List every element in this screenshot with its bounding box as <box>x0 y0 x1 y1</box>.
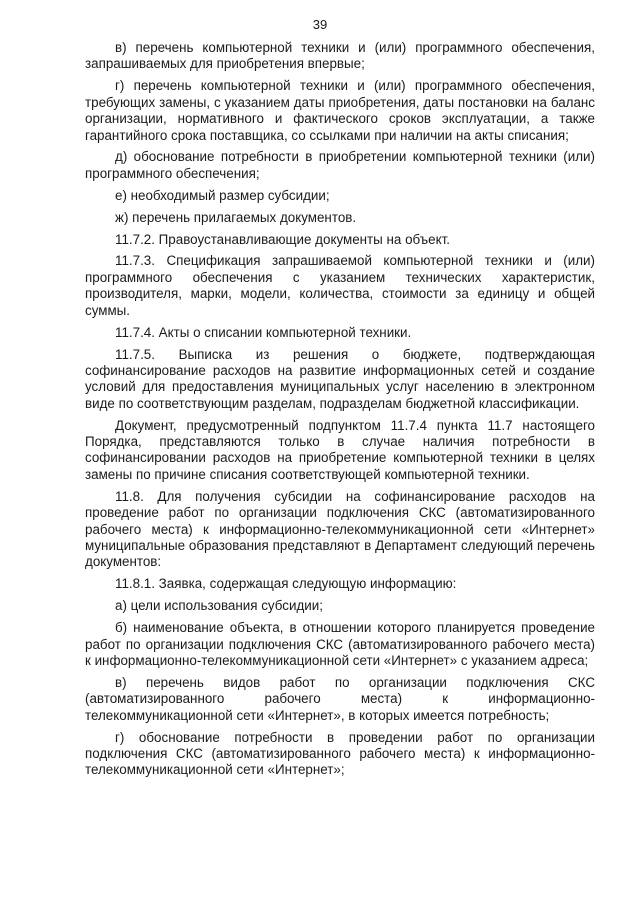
page-number: 39 <box>312 17 328 32</box>
paragraph: 11.7.3. Спецификация запрашиваемой компьютерной техники и (или) программного обеспечения с указанием технических характеристик, производителя, марки, модели, количества, стоимости за единицу и общей суммы. <box>85 253 595 318</box>
paragraph: 11.8. Для получения субсидии на софинансирование расходов на проведение работ по организации подключения СКС (автоматизированного рабочего места) к информационно-телекоммуникационной сети «Интернет» муниципальные образования представляют в Департамент следующий перечень документов: <box>85 488 595 570</box>
paragraph: в) перечень компьютерной техники и (или) программного обеспечения, запрашиваемых для приобретения впервые; <box>85 40 595 72</box>
paragraph: а) цели использования субсидии; <box>115 598 323 614</box>
paragraph: 11.7.5. Выписка из решения о бюджете, подтверждающая софинансирование расходов на развитие информационных сетей и создание условий для предоставления муниципальных услуг населению в электронном виде по соответствующим разделам, подразделам бюджетной классификации. <box>85 346 595 411</box>
paragraph: Документ, предусмотренный подпунктом 11.7.4 пункта 11.7 настоящего Порядка, представляются только в случае наличия потребности в софинансировании расходов на приобретение компьютерной техники в целях замены по причине списания соответствующей компьютерной техники. <box>85 417 595 482</box>
paragraph: 11.7.4. Акты о списании компьютерной техники. <box>115 324 412 340</box>
paragraph: б) наименование объекта, в отношении которого планируется проведение работ по организации подключения СКС (автоматизированного рабочего места) к информационно-телекоммуникационной сети «Интернет» с указанием адреса; <box>85 620 595 668</box>
paragraph: 11.7.2. Правоустанавливающие документы на объект. <box>115 231 450 247</box>
document-body <box>85 40 595 784</box>
paragraph: 11.8.1. Заявка, содержащая следующую информацию: <box>115 576 457 592</box>
paragraph: г) обоснование потребности в проведении работ по организации подключения СКС (автоматизированного рабочего места) к информационно-телекоммуникационной сети «Интернет»; <box>85 729 595 778</box>
paragraph: е) необходимый размер субсидии; <box>115 187 330 203</box>
paragraph: д) обоснование потребности в приобретении компьютерной техники (или) программного обеспечения; <box>85 149 595 181</box>
paragraph: ж) перечень прилагаемых документов. <box>115 209 357 225</box>
paragraph: г) перечень компьютерной техники и (или) программного обеспечения, требующих замены, с указанием даты приобретения, даты постановки на баланс организации, нормативного и фактического сроков эксплуатации, а также гарантийного срока поставщика, со ссылками при наличии на акты списания; <box>85 78 595 143</box>
paragraph: в) перечень видов работ по организации подключения СКС (автоматизированного рабочего места) к информационно-телекоммуникационной сети «Интернет», в которых имеется потребность; <box>85 674 595 723</box>
